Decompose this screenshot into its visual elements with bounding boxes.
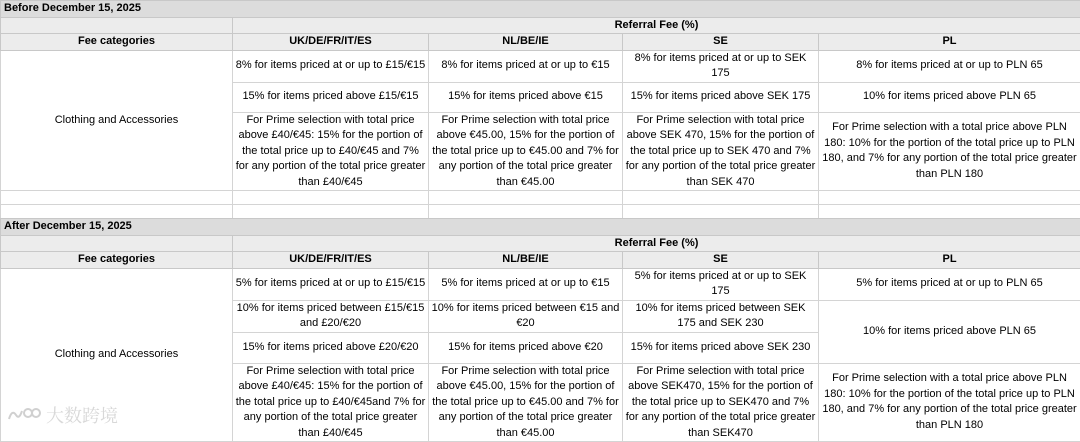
fee-table-after [0,218,1080,442]
table-row [1,50,1080,82]
table-row [1,268,1080,300]
category-cell: Clothing and Accessories [1,268,233,442]
fee-cell: For Prime selection with a total price above PLN 180: 10% for the portion of the total price up to PLN 180, and 7% for any portion of the total price greater than PLN 180 [819,112,1080,191]
fee-cell: 10% for items priced above PLN 65 [819,82,1080,112]
col-header-fee-categories: Fee categories [1,34,233,51]
col-header-uk: UK/DE/FR/IT/ES [233,252,429,269]
fee-cell: 15% for items priced above SEK 175 [623,82,819,112]
col-header-pl: PL [819,34,1080,51]
fee-cell: 10% for items priced between £15/€15 and £20/€20 [233,300,429,332]
empty-header-cell [1,17,233,34]
fee-cell: For Prime selection with total price above £40/€45: 15% for the portion of the total price up to £40/€45and 7% for any portion of the total price greater than £40/€45 [233,363,429,442]
fee-cell: 10% for items priced above PLN 65 [819,300,1080,363]
empty-header-cell [1,235,233,252]
col-header-nl: NL/BE/IE [429,252,623,269]
col-header-uk: UK/DE/FR/IT/ES [233,34,429,51]
fee-cell: 15% for items priced above €15 [429,82,623,112]
fee-cell: 10% for items priced between SEK 175 and SEK 230 [623,300,819,332]
fee-cell: 5% for items priced at or up to €15 [429,268,623,300]
col-header-pl: PL [819,252,1080,269]
referral-fee-header: Referral Fee (%) [233,235,1080,252]
fee-cell: 15% for items priced above £20/€20 [233,332,429,363]
fee-cell: 15% for items priced above £15/€15 [233,82,429,112]
col-header-fee-categories: Fee categories [1,252,233,269]
fee-cell: 8% for items priced at or up to €15 [429,50,623,82]
category-cell: Clothing and Accessories [1,50,233,191]
fee-cell: For Prime selection with total price above €45.00, 15% for the portion of the total price up to €45.00 and 7% for any portion of the total price greater than €45.00 [429,112,623,191]
fee-cell: 10% for items priced between €15 and €20 [429,300,623,332]
empty-row [1,205,1080,219]
section-title-after: After December 15, 2025 [1,219,1080,236]
fee-cell: 8% for items priced at or up to £15/€15 [233,50,429,82]
fee-cell: 5% for items priced at or up to PLN 65 [819,268,1080,300]
col-header-se: SE [623,252,819,269]
fee-cell: For Prime selection with total price above €45.00, 15% for the portion of the total price up to €45.00 and 7% for any portion of the total price greater than €45.00 [429,363,623,442]
fee-cell: For Prime selection with total price above SEK 470, 15% for the portion of the total price up to SEK 470 and 7% for any portion of the total price greater than SEK 470 [623,112,819,191]
fee-cell: For Prime selection with total price above SEK470, 15% for the portion of the total price up to SEK470 and 7% for any portion of the total price greater than SEK470 [623,363,819,442]
fee-cell: 8% for items priced at or up to SEK 175 [623,50,819,82]
fee-cell: 8% for items priced at or up to PLN 65 [819,50,1080,82]
fee-table-before [0,0,1080,219]
fee-cell: For Prime selection with total price above £40/€45: 15% for the portion of the total price up to £40/€45 and 7% for any portion of the total price greater than £40/€45 [233,112,429,191]
col-header-nl: NL/BE/IE [429,34,623,51]
col-header-se: SE [623,34,819,51]
fee-cell: For Prime selection with a total price above PLN 180: 10% for the portion of the total price up to PLN 180, and 7% for any portion of the total price greater than PLN 180 [819,363,1080,442]
section-title-before: Before December 15, 2025 [1,1,1080,18]
watermark-text: 大数跨境 [46,402,118,428]
fee-cell: 5% for items priced at or up to SEK 175 [623,268,819,300]
empty-row [1,191,1080,205]
fee-cell: 15% for items priced above €20 [429,332,623,363]
fee-cell: 5% for items priced at or up to £15/€15 [233,268,429,300]
referral-fee-header: Referral Fee (%) [233,17,1080,34]
fee-cell: 15% for items priced above SEK 230 [623,332,819,363]
